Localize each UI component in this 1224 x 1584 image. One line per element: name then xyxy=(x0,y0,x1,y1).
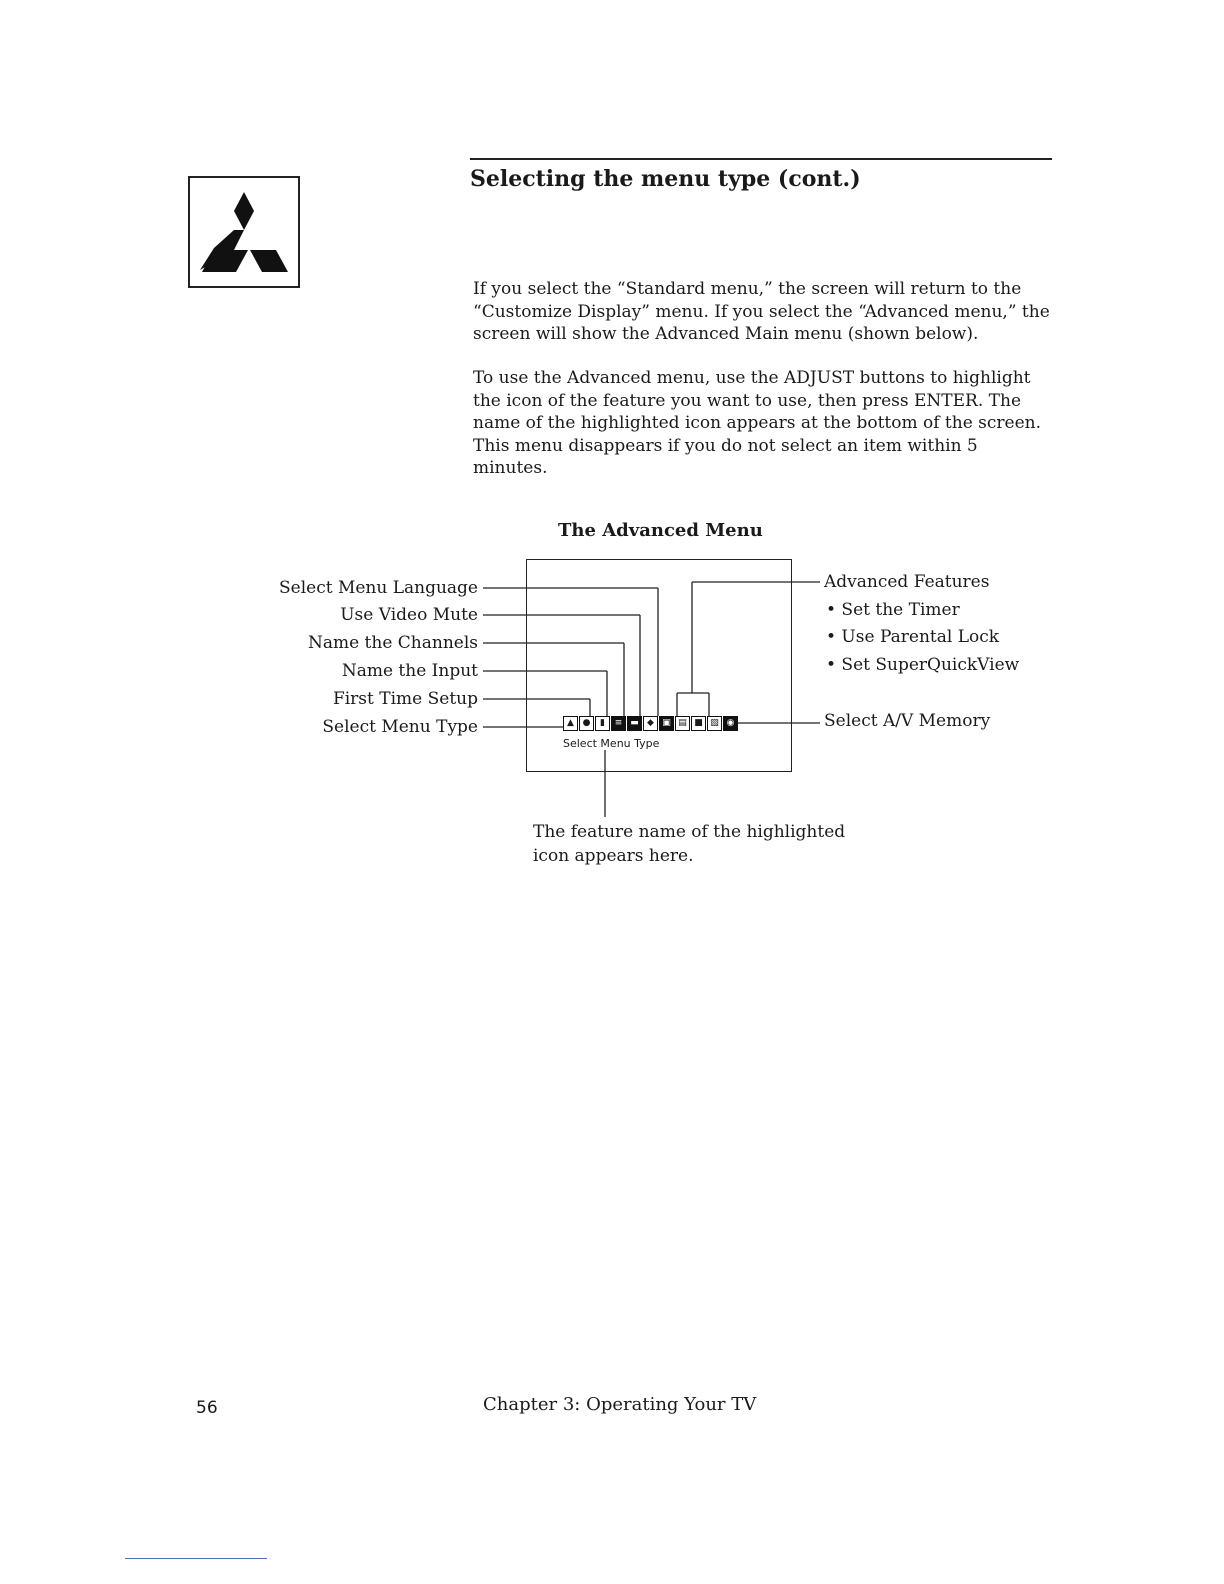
intro-paragraph: If you select the “Standard menu,” the screen will return to the “Customize Display” menu. If you select the “Advanced menu,” the screen will show the Advanced Main menu (shown below). xyxy=(473,279,1050,344)
quickview-icon: ▤ xyxy=(675,716,690,731)
label-use-parental-lock: • Use Parental Lock xyxy=(826,627,1000,647)
channel-icon: ≡ xyxy=(611,716,626,731)
advanced-menu-icon-strip xyxy=(563,716,738,731)
label-select-menu-type: Select Menu Type xyxy=(322,717,478,737)
globe-icon: ● xyxy=(579,716,594,731)
callout-note: The feature name of the highlighted icon appears here. xyxy=(533,822,846,866)
label-select-menu-language: Select Menu Language xyxy=(278,578,478,598)
label-first-time-setup: First Time Setup xyxy=(332,689,478,709)
lock-icon: ■ xyxy=(691,716,706,731)
label-name-the-channels: Name the Channels xyxy=(307,633,478,653)
screen-feature-caption: Select Menu Type xyxy=(563,737,660,750)
page-number: 56 xyxy=(196,1398,218,1418)
setup-icon: ◆ xyxy=(643,716,658,731)
figure-title: The Advanced Menu xyxy=(558,520,763,541)
input-icon: ▬ xyxy=(627,716,642,731)
label-set-superquickview: • Set SuperQuickView xyxy=(826,655,1020,675)
chapter-footer: Chapter 3: Operating Your TV xyxy=(483,1394,757,1415)
label-use-video-mute: Use Video Mute xyxy=(340,605,478,625)
menu-type-icon: ◉ xyxy=(723,716,738,731)
title-rule xyxy=(470,158,1052,160)
label-select-av-memory: Select A/V Memory xyxy=(824,711,991,731)
label-advanced-features: Advanced Features xyxy=(824,572,990,592)
page-title: Selecting the menu type (cont.) xyxy=(470,166,861,192)
label-name-the-input: Name the Input xyxy=(341,661,478,681)
three-diamond-logo-icon xyxy=(190,178,298,286)
instruction-paragraph: To use the Advanced menu, use the ADJUST buttons to highlight the icon of the feature you want to use, then press ENTER. The name of the highlighted icon appears at the bottom of the screen. This menu disappears if you do not select an item within 5 minutes. xyxy=(473,368,1042,478)
label-set-the-timer: • Set the Timer xyxy=(826,600,960,620)
bottom-rule xyxy=(125,1558,267,1559)
mute-icon: ▮ xyxy=(595,716,610,731)
logo-icon: ▲ xyxy=(563,716,578,731)
timer-icon: ▣ xyxy=(659,716,674,731)
brand-logo xyxy=(188,176,300,288)
av-memory-icon: ▧ xyxy=(707,716,722,731)
